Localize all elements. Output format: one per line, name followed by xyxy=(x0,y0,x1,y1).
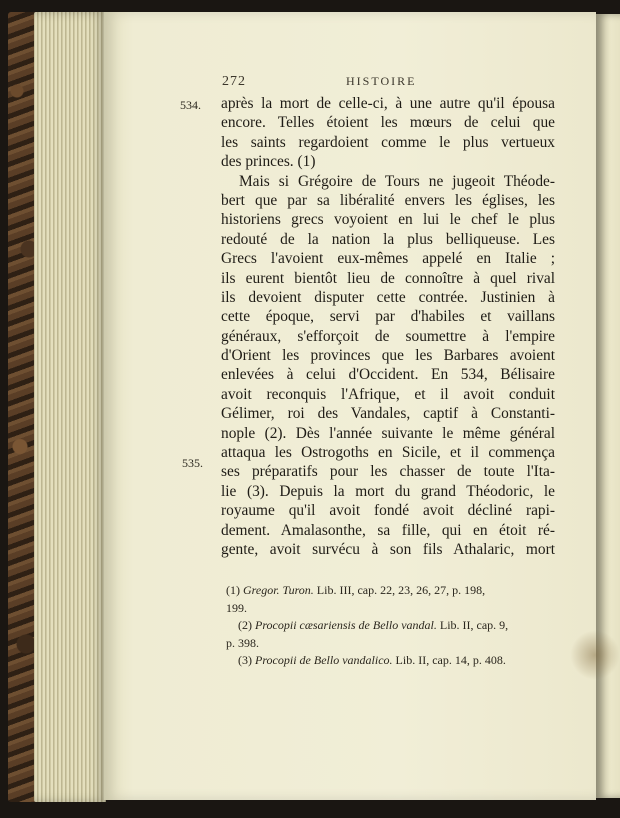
margin-year-534: 534. xyxy=(180,98,201,112)
text-line: royaume qu'il avoit fondé avoit décliné rapi- xyxy=(221,502,555,520)
footnote-1-continued: 199. xyxy=(226,600,247,615)
footnote-1 xyxy=(226,582,556,600)
text-line: Grecs l'avoient eux-mêmes appelé en Italie ; xyxy=(221,250,555,268)
running-title: HISTOIRE xyxy=(346,74,417,88)
footnote-mark: (2) xyxy=(238,618,252,633)
body-text xyxy=(221,94,555,559)
text-line: historiens grecs voyoient en lui le chef le plus xyxy=(221,211,555,229)
footnote-2-continued: p. 398. xyxy=(226,635,259,650)
text-line: Gélimer, roi des Vandales, captif à Constanti- xyxy=(221,405,555,423)
text-line: d'Orient les provinces que les Barbares avoient xyxy=(221,347,555,365)
text-line: ils eurent bientôt lieu de connoître à quel rival xyxy=(221,269,555,287)
text-line: nople (2). Dès l'année suivante le même général xyxy=(221,424,555,442)
footnote-mark: (1) xyxy=(226,583,240,597)
footnote-ref: Lib. II, cap. 9, xyxy=(439,618,509,633)
text-line: les saints regardoient comme le plus vertueux xyxy=(221,133,555,151)
footnote-work: Procopii cæsariensis de Bello vandal. xyxy=(255,618,437,633)
footnote-2 xyxy=(226,617,556,635)
text-line: cette époque, servi par d'habiles et vaillans xyxy=(221,308,555,326)
page-number: 272 xyxy=(222,74,246,89)
footnote-mark: (3) xyxy=(238,653,252,668)
text-line: gente, avoit survécu à son fils Athalaric, mort xyxy=(221,540,555,558)
paper-stain xyxy=(570,630,620,680)
text-line: Mais si Grégoire de Tours ne jugeoit Théode- xyxy=(239,172,555,190)
text-line: ils devoient disputer cette contrée. Justinien à xyxy=(221,288,555,306)
page-edges xyxy=(34,12,106,802)
footnote-work: Procopii de Bello vandalico. xyxy=(255,653,393,668)
text-line: dement. Amalasonthe, sa fille, qui en étoit ré- xyxy=(221,521,555,539)
text-line: attaqua les Ostrogoths en Sicile, et il commença xyxy=(221,444,555,462)
text-line: encore. Telles étoient les mœurs de celui que xyxy=(221,114,555,132)
text-line: avoit reconquis l'Afrique, et il avoit conduit xyxy=(221,385,555,403)
footnote-work: Gregor. Turon. xyxy=(243,583,314,597)
text-line: généraux, s'efforçoit de soumettre à l'empire xyxy=(221,327,555,345)
footnote-ref: Lib. II, cap. 14, p. 408. xyxy=(395,653,506,668)
margin-year-535: 535. xyxy=(182,456,203,470)
text-line: redouté de la nation la plus belliqueuse. Les xyxy=(221,230,555,248)
footnotes xyxy=(226,582,556,670)
text-line: des princes. (1) xyxy=(221,153,316,171)
facing-page-edge xyxy=(596,14,620,798)
text-line: lie (3). Depuis la mort du grand Théodoric, le xyxy=(221,482,555,500)
text-line: après la mort de celle-ci, à une autre qu'il épousa xyxy=(221,95,555,112)
footnote-ref: Lib. III, cap. 22, 23, 26, 27, p. 198, xyxy=(316,583,486,597)
footnote-3 xyxy=(226,652,556,670)
text-line: bert que par sa libéralité envers les églises, les xyxy=(221,191,555,209)
text-line: ses préparatifs pour les chasser de toute l'Ita- xyxy=(221,463,555,481)
text-line: enlevées à celui d'Occident. En 534, Bélisaire xyxy=(221,366,555,384)
